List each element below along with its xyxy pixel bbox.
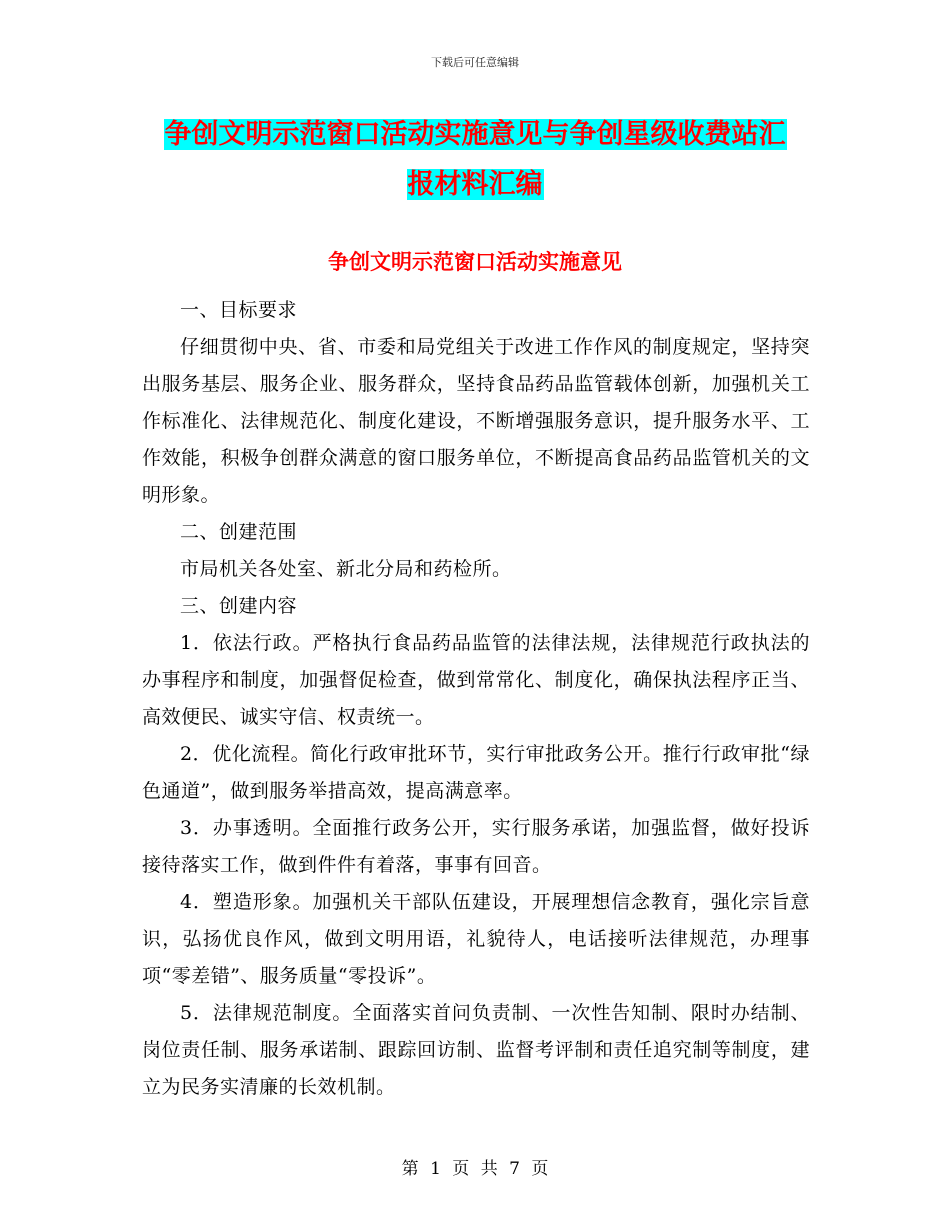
title-highlight-1: 争创文明示范窗口活动实施意见与争创星级收费站汇: [164, 119, 786, 150]
paragraph-scope: 市局机关各处室、新北分局和药检所。: [180, 558, 512, 580]
document-title-line-1: [0, 110, 950, 160]
document-title-line-2: [0, 160, 950, 210]
section-title: 争创文明示范窗口活动实施意见: [328, 250, 622, 274]
paragraph-item-4: 4．塑造形象。加强机关干部队伍建设，开展理想信念教育，强化宗旨意识，弘扬优良作风，做到文明用语，礼貌待人，电话接听法律规范，办理事项“零差错”、服务质量“零投诉”。: [142, 891, 810, 987]
paragraph-item-3: 3．办事透明。全面推行政务公开，实行服务承诺，加强监督，做好投诉接待落实工作，做到件件有着落，事事有回音。: [142, 817, 810, 876]
document-body: [142, 292, 810, 1106]
heading-goals: 一、目标要求: [180, 299, 298, 321]
document-title: [0, 110, 950, 210]
page-header: 下载后可任意编辑: [431, 56, 519, 69]
heading-scope: 二、创建范围: [180, 521, 298, 543]
paragraph-item-1: 1．依法行政。严格执行食品药品监管的法律法规，法律规范行政执法的办事程序和制度，加强督促检查，做到常常化、制度化，确保执法程序正当、高效便民、诚实守信、权责统一。: [142, 632, 810, 728]
page-footer: 第 1 页 共 7 页: [401, 1159, 549, 1179]
paragraph-item-5: 5．法律规范制度。全面落实首问负责制、一次性告知制、限时办结制、岗位责任制、服务承诺制、跟踪回访制、监督考评制和责任追究制等制度，建立为民务实清廉的长效机制。: [142, 1002, 810, 1098]
title-highlight-2: 报材料汇编: [407, 169, 543, 200]
paragraph-item-2: 2．优化流程。简化行政审批环节，实行审批政务公开。推行行政审批“绿色通道”，做到服务举措高效，提高满意率。: [142, 743, 810, 802]
heading-content: 三、创建内容: [180, 595, 298, 617]
paragraph-goals: 仔细贯彻中央、省、市委和局党组关于改进工作作风的制度规定，坚持突出服务基层、服务企业、服务群众，坚持食品药品监管载体创新，加强机关工作标准化、法律规范化、制度化建设，不断增强服务意识，提升服务水平、工作效能，积极争创群众满意的窗口服务单位，不断提高食品药品监管机关的文明形象。: [142, 336, 810, 506]
